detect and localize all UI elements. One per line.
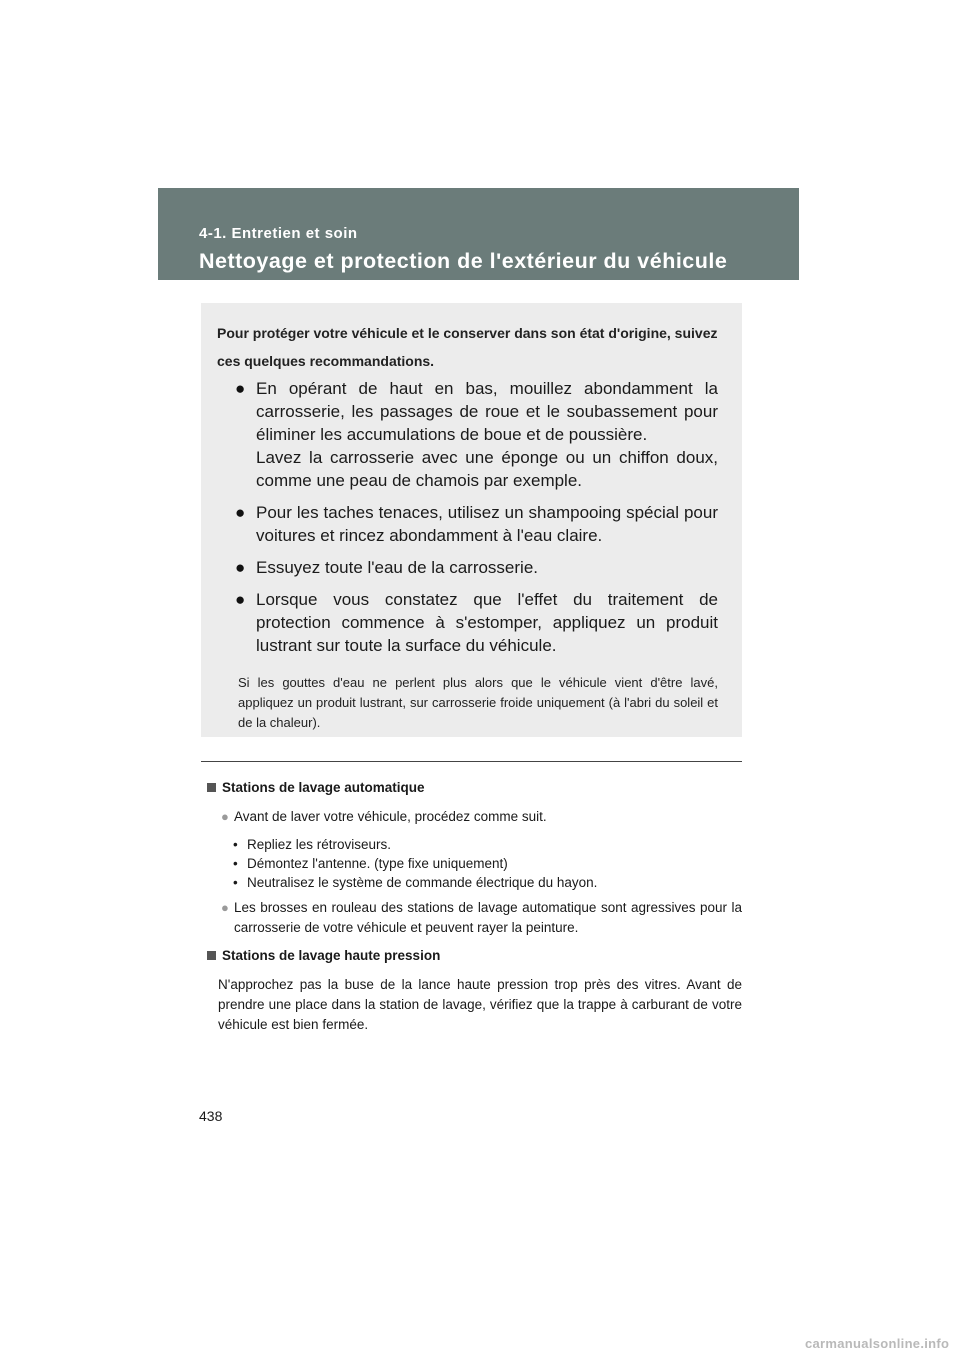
step-text: Neutralisez le système de commande électrique du hayon. [247,875,598,890]
intro-bullet-item [217,556,718,579]
square-bullet-icon [207,783,216,792]
subheading-auto-wash [207,778,742,798]
subheading-text: Stations de lavage haute pression [222,948,441,963]
bullet-circle-icon: ● [235,590,246,609]
subheading-text: Stations de lavage automatique [222,780,425,795]
bullet-circle-icon: ● [235,379,246,398]
page-title: Nettoyage et protection de l'extérieur du véhicule [199,249,728,273]
paragraph: N'approchez pas la buse de la lance haute pression trop près des vitres. Avant de prendre une place dans la station de lavage, vérifiez que la trappe à carburant de votre véhicule est bien fermée. [218,977,742,1032]
dot-icon: • [233,856,238,871]
step-item [207,835,742,854]
list-item-text: Avant de laver votre véhicule, procédez comme suit. [234,809,547,824]
dot-icon: • [233,875,238,890]
step-text: Démontez l'antenne. (type fixe uniquement) [247,856,508,871]
intro-box [201,303,742,737]
bullet-circle-icon: ● [221,809,229,824]
step-text: Repliez les rétroviseurs. [247,837,392,852]
intro-note: Si les gouttes d'eau ne perlent plus alors que le véhicule vient d'être lavé, appliquez un produit lustrant, sur carrosserie froide uniquement (à l'abri du soleil et de la chaleur). [238,675,718,730]
intro-bullet-item [217,501,718,547]
dot-icon: • [233,837,238,852]
intro-text: Pour protéger votre véhicule et le conserver dans son état d'origine, suivez ces quelques recommandations. [217,325,718,369]
section-divider [201,761,742,762]
intro-bullet-line: Pour les taches tenaces, utilisez un shampooing spécial pour voitures et rincez abondamment à l'eau claire. [256,503,718,545]
square-bullet-icon [207,951,216,960]
intro-bullet-line: Lorsque vous constatez que l'effet du traitement de protection commence à s'estomper, appliquez un produit lustrant sur toute la surface du véhicule. [256,590,718,655]
intro-bullet-line: Essuyez toute l'eau de la carrosserie. [256,558,539,577]
intro-bullet-line: En opérant de haut en bas, mouillez abondamment la carrosserie, les passages de roue et le soubassement pour éliminer les accumulations de boue et de poussière. [256,379,718,444]
intro-bullet-list [217,377,718,657]
list-item-text: Les brosses en rouleau des stations de lavage automatique sont agressives pour la carrosserie de votre véhicule et peuvent rayer la peinture. [234,900,742,935]
section-label: 4-1. Entretien et soin [199,225,358,242]
watermark: carmanualsonline.info [805,1336,950,1351]
intro-bullet-line: Lavez la carrosserie avec une éponge ou un chiffon doux, comme une peau de chamois par exemple. [256,448,718,490]
subheading-high-pressure [207,946,742,966]
steps-list [207,835,742,892]
list-item [207,807,742,827]
bullet-circle-icon: ● [235,503,246,522]
main-content [207,778,742,1035]
intro-bullet-item [217,588,718,657]
step-item [207,873,742,892]
intro-bullet-item [217,377,718,492]
page-number: 438 [199,1108,223,1124]
list-item [207,898,742,938]
bullet-circle-icon: ● [235,558,246,577]
step-item [207,854,742,873]
bullet-circle-icon: ● [221,900,229,915]
